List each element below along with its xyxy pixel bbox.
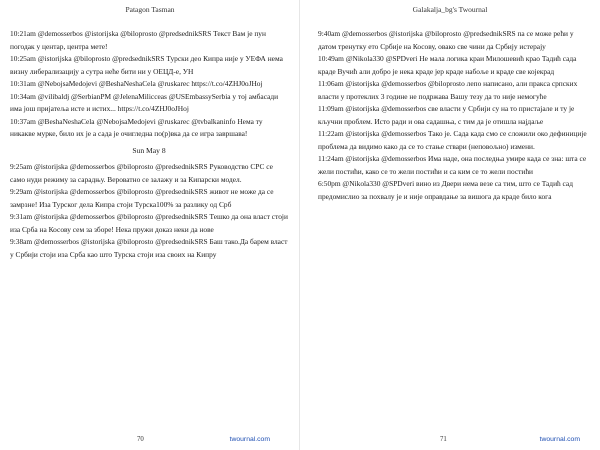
left-page-header: Patagon Tasman (125, 5, 175, 14)
tweet-entry: 11:24am @istorijska @demosserbos Има наде, она последња умире када се зна: шта се жели постићи, како се то жели постићи и са ким се то жели постићи (318, 154, 587, 176)
site-link[interactable]: twournal.com (539, 436, 580, 443)
tweet-entry: 11:22am @istorijska @demosserbos Тако је. Сада када смо се сложили око дефиниције проблема да видимо како да се то стање ствари (неповољно) измени. (318, 129, 587, 151)
tweet-entry: 9:25am @istorijska @demosserbos @biloprosto @predsednikSRS Руководство СРС се само нуди режиму за сарадњу. Вероватно се залажу и за Кипарски модел. (10, 162, 273, 184)
left-entries (10, 28, 288, 261)
date-heading: Sun May 8 (132, 145, 166, 155)
tweet-entry: 9:29am @istorijska @demosserbos @biloprosto @predsednikSRS живот не може да се замрзне! Иза Турског дела Кипра стоји Турска100% за разлику од Срб (10, 187, 274, 209)
tweet-entry: 10:25am @istorijska @biloprosto @predsednikSRS Турски део Кипра није у УЕФА нема визну либерализацију а сутра нећe бити ни у ОЕЦД-е, УН (10, 54, 283, 76)
right-entries (318, 28, 590, 203)
right-page (300, 0, 600, 450)
page-number: 70 (137, 436, 144, 443)
tweet-entry: 6:50pm @Nikola330 @SPDveri вино из Двери нема везе са тим, што се Тадић сад предомислио за похвалу је и није оправдање за вишога да краде било кога (318, 179, 573, 201)
site-link[interactable]: twournal.com (229, 436, 270, 443)
tweet-entry: 10:49am @Nikola330 @SPDveri Не мала логика краи Милошевић крао Тадић сада краде Вучић али добро је нека краде јер краде набоље и краде све којекрад (318, 54, 577, 76)
tweet-entry: 10:31am @NebojsaMedojevi @BeshaNeshaCela @ruskarec https://t.co/4ZHJ0oJHoj (10, 79, 263, 88)
tweet-entry: 9:31am @istorijska @demosserbos @biloprosto @predsednikSRS Тешко да она власт стоји иза Срба на Косову сем за зборе! Нека пружи доказ неки да нове (10, 212, 288, 234)
tweet-entry: 9:40am @demosserbos @istorijska @biloprosto @predsednikSRS па се може рећи у датом тренутку ето Србије на Косову, овако све чини да Србију истерају (318, 29, 574, 51)
tweet-entry: 9:38am @demosserbos @istorijska @biloprosto @predsednikSRS Баш тако.Да барем власт у Србији стоји иза Срба као што Турска стоји иза своих на Кипру (10, 237, 288, 259)
tweet-entry: 11:09am @istorijska @demosserbos све власти у Србији су на то пристајале и ту је кључни проблем. Исто ради и ова садашња, с тим да је отишла најдаље (318, 104, 575, 126)
page-number: 71 (440, 436, 447, 443)
tweet-entry: 11:06am @istorijska @demosserbos @biloprosto лепо написано, али пракса српских власти у протеклих 3 године не подржава Вашу тезу да то није немогуће (318, 79, 578, 101)
tweet-entry: 10:34am @vilibaldj @SerbianPM @JelenaMilicceas @USEmbassySerbia у тој амбасади има још пријатеља исте и истих... https://t.co/4ZHJ0oJHoj (10, 91, 279, 113)
tweet-entry: 10:37am @BeshaNeshaCela @NebojsaMedojevi @ruskarec @tvbalkaninfo Нема ту никакве мурке, било их је а сада је очигледна по(р)вка да се игра завршава! (10, 116, 263, 138)
right-page-header: Galakalja_bg's Twournal (412, 5, 488, 14)
tweet-entry: 10:21am @demosserbos @istorijska @biloprosto @predsednikSRS Текст Вам је пун погодак у центар, центра мете! (10, 29, 266, 51)
